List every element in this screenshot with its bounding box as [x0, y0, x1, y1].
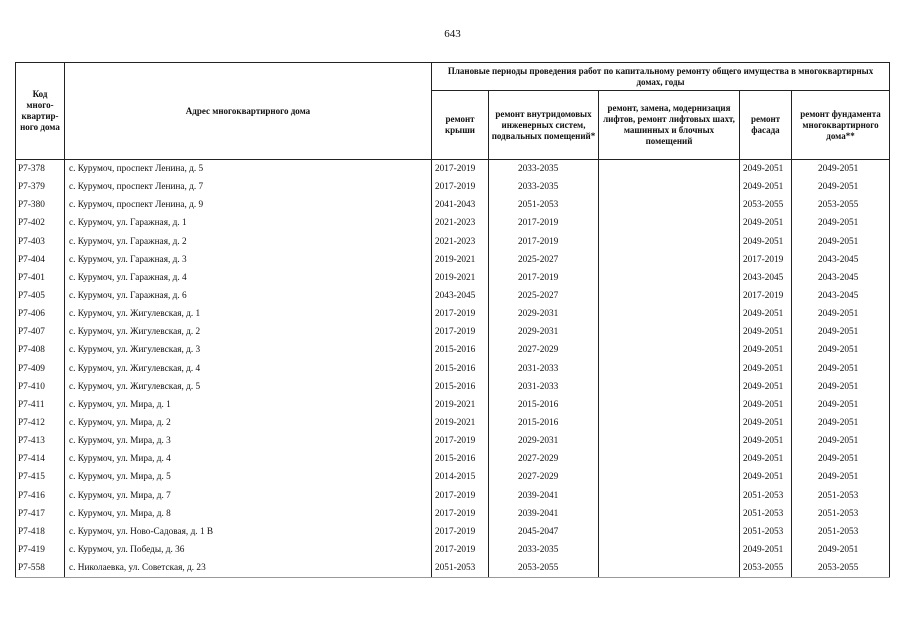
table-row: [16, 450, 890, 468]
table-row: [16, 505, 890, 523]
cell-facade: 2049-2051: [740, 541, 792, 559]
cell-address: с. Курумоч, ул. Ново-Садовая, д. 1 В: [65, 523, 432, 541]
table-row: [16, 432, 890, 450]
cell-facade: 2051-2053: [740, 487, 792, 505]
cell-facade: 2049-2051: [740, 396, 792, 414]
cell-facade: 2049-2051: [740, 214, 792, 232]
header-foundation: ремонт фундамента многоквартирного дома**: [792, 91, 890, 160]
cell-address: с. Курумоч, проспект Ленина, д. 5: [65, 160, 432, 179]
cell-address: с. Курумоч, ул. Мира, д. 5: [65, 468, 432, 486]
table-row: [16, 559, 890, 578]
cell-foundation: 2049-2051: [792, 305, 890, 323]
header-periods: Плановые периоды проведения работ по капитальному ремонту общего имущества в многоквартирных домах, годы: [432, 63, 890, 91]
header-roof: ремонт крыши: [432, 91, 489, 160]
table-row: [16, 214, 890, 232]
table-row: [16, 468, 890, 486]
cell-address: с. Курумоч, ул. Гаражная, д. 1: [65, 214, 432, 232]
cell-facade: 2049-2051: [740, 468, 792, 486]
cell-roof: 2015-2016: [432, 450, 489, 468]
cell-facade: 2049-2051: [740, 378, 792, 396]
cell-facade: 2049-2051: [740, 178, 792, 196]
cell-lifts: [599, 450, 740, 468]
cell-code: Р7-413: [16, 432, 65, 450]
cell-roof: 2017-2019: [432, 323, 489, 341]
cell-systems: 2029-2031: [489, 305, 599, 323]
cell-facade: 2049-2051: [740, 432, 792, 450]
table-row: [16, 233, 890, 251]
cell-address: с. Курумоч, ул. Мира, д. 2: [65, 414, 432, 432]
cell-address: с. Курумоч, ул. Гаражная, д. 6: [65, 287, 432, 305]
cell-roof: 2017-2019: [432, 523, 489, 541]
cell-lifts: [599, 214, 740, 232]
cell-code: Р7-410: [16, 378, 65, 396]
cell-foundation: 2049-2051: [792, 178, 890, 196]
cell-roof: 2015-2016: [432, 378, 489, 396]
cell-systems: 2029-2031: [489, 323, 599, 341]
cell-roof: 2017-2019: [432, 541, 489, 559]
cell-code: Р7-403: [16, 233, 65, 251]
cell-facade: 2053-2055: [740, 559, 792, 578]
cell-code: Р7-408: [16, 341, 65, 359]
cell-address: с. Курумоч, ул. Мира, д. 3: [65, 432, 432, 450]
cell-facade: 2051-2053: [740, 523, 792, 541]
cell-lifts: [599, 487, 740, 505]
cell-systems: 2033-2035: [489, 178, 599, 196]
cell-address: с. Курумоч, ул. Гаражная, д. 2: [65, 233, 432, 251]
cell-address: с. Курумоч, ул. Жигулевская, д. 5: [65, 378, 432, 396]
table-row: [16, 196, 890, 214]
cell-foundation: 2049-2051: [792, 378, 890, 396]
cell-systems: 2039-2041: [489, 487, 599, 505]
cell-address: с. Курумоч, ул. Жигулевская, д. 2: [65, 323, 432, 341]
cell-address: с. Курумоч, ул. Гаражная, д. 4: [65, 269, 432, 287]
table-row: [16, 287, 890, 305]
cell-foundation: 2043-2045: [792, 287, 890, 305]
cell-code: Р7-411: [16, 396, 65, 414]
cell-code: Р7-409: [16, 360, 65, 378]
cell-roof: 2043-2045: [432, 287, 489, 305]
cell-systems: 2029-2031: [489, 432, 599, 450]
cell-address: с. Курумоч, проспект Ленина, д. 7: [65, 178, 432, 196]
cell-code: Р7-406: [16, 305, 65, 323]
cell-roof: 2019-2021: [432, 269, 489, 287]
cell-foundation: 2043-2045: [792, 251, 890, 269]
cell-code: Р7-402: [16, 214, 65, 232]
cell-roof: 2017-2019: [432, 505, 489, 523]
cell-roof: 2019-2021: [432, 414, 489, 432]
table-row: [16, 541, 890, 559]
cell-foundation: 2049-2051: [792, 541, 890, 559]
cell-roof: 2017-2019: [432, 432, 489, 450]
cell-foundation: 2049-2051: [792, 214, 890, 232]
cell-lifts: [599, 468, 740, 486]
cell-lifts: [599, 323, 740, 341]
cell-lifts: [599, 287, 740, 305]
cell-systems: 2051-2053: [489, 196, 599, 214]
cell-foundation: 2051-2053: [792, 523, 890, 541]
cell-foundation: 2049-2051: [792, 233, 890, 251]
cell-roof: 2021-2023: [432, 214, 489, 232]
cell-facade: 2049-2051: [740, 360, 792, 378]
header-address: Адрес многоквартирного дома: [65, 63, 432, 160]
cell-code: Р7-380: [16, 196, 65, 214]
cell-facade: 2049-2051: [740, 323, 792, 341]
cell-systems: 2039-2041: [489, 505, 599, 523]
cell-systems: 2025-2027: [489, 251, 599, 269]
cell-facade: 2049-2051: [740, 305, 792, 323]
cell-facade: 2043-2045: [740, 269, 792, 287]
cell-systems: 2017-2019: [489, 214, 599, 232]
header-systems: ремонт внутридомовых инженерных систем, подвальных помещений*: [489, 91, 599, 160]
cell-facade: 2049-2051: [740, 450, 792, 468]
cell-systems: 2027-2029: [489, 450, 599, 468]
page-number: 643: [444, 28, 461, 40]
cell-systems: 2017-2019: [489, 269, 599, 287]
cell-lifts: [599, 396, 740, 414]
cell-systems: 2027-2029: [489, 468, 599, 486]
cell-facade: 2051-2053: [740, 505, 792, 523]
cell-systems: 2015-2016: [489, 396, 599, 414]
cell-facade: 2017-2019: [740, 251, 792, 269]
cell-lifts: [599, 378, 740, 396]
cell-lifts: [599, 233, 740, 251]
table-body: [16, 160, 890, 578]
cell-facade: 2053-2055: [740, 196, 792, 214]
cell-roof: 2017-2019: [432, 487, 489, 505]
cell-facade: 2049-2051: [740, 414, 792, 432]
cell-lifts: [599, 523, 740, 541]
cell-code: Р7-379: [16, 178, 65, 196]
table-row: [16, 414, 890, 432]
cell-code: Р7-378: [16, 160, 65, 179]
cell-foundation: 2049-2051: [792, 450, 890, 468]
cell-lifts: [599, 251, 740, 269]
cell-code: Р7-412: [16, 414, 65, 432]
header-lifts: ремонт, замена, модернизация лифтов, ремонт лифтовых шахт, машинных и блочных помещений: [599, 91, 740, 160]
cell-foundation: 2051-2053: [792, 487, 890, 505]
cell-foundation: 2051-2053: [792, 505, 890, 523]
cell-code: Р7-417: [16, 505, 65, 523]
table-row: [16, 360, 890, 378]
cell-systems: 2027-2029: [489, 341, 599, 359]
cell-address: с. Курумоч, ул. Гаражная, д. 3: [65, 251, 432, 269]
cell-roof: 2015-2016: [432, 341, 489, 359]
cell-roof: 2015-2016: [432, 360, 489, 378]
cell-systems: 2053-2055: [489, 559, 599, 578]
table-row: [16, 341, 890, 359]
cell-address: с. Курумоч, ул. Мира, д. 1: [65, 396, 432, 414]
cell-code: Р7-404: [16, 251, 65, 269]
cell-foundation: 2043-2045: [792, 269, 890, 287]
cell-code: Р7-415: [16, 468, 65, 486]
cell-roof: 2019-2021: [432, 251, 489, 269]
cell-lifts: [599, 360, 740, 378]
cell-systems: 2031-2033: [489, 360, 599, 378]
cell-facade: 2049-2051: [740, 160, 792, 179]
cell-foundation: 2053-2055: [792, 559, 890, 578]
table-row: [16, 160, 890, 179]
cell-code: Р7-418: [16, 523, 65, 541]
table-row: [16, 305, 890, 323]
cell-foundation: 2049-2051: [792, 341, 890, 359]
cell-lifts: [599, 178, 740, 196]
cell-address: с. Курумоч, ул. Мира, д. 4: [65, 450, 432, 468]
table-row: [16, 323, 890, 341]
cell-lifts: [599, 505, 740, 523]
cell-foundation: 2049-2051: [792, 160, 890, 179]
cell-facade: 2017-2019: [740, 287, 792, 305]
table-row: [16, 523, 890, 541]
cell-foundation: 2049-2051: [792, 414, 890, 432]
cell-code: Р7-558: [16, 559, 65, 578]
cell-lifts: [599, 341, 740, 359]
cell-lifts: [599, 160, 740, 179]
table-row: [16, 178, 890, 196]
cell-lifts: [599, 305, 740, 323]
cell-systems: 2031-2033: [489, 378, 599, 396]
cell-lifts: [599, 559, 740, 578]
cell-foundation: 2049-2051: [792, 396, 890, 414]
cell-facade: 2049-2051: [740, 233, 792, 251]
cell-roof: 2017-2019: [432, 305, 489, 323]
cell-address: с. Курумоч, ул. Жигулевская, д. 1: [65, 305, 432, 323]
cell-address: с. Курумоч, ул. Мира, д. 8: [65, 505, 432, 523]
cell-code: Р7-407: [16, 323, 65, 341]
header-code: Код много-квартир-ного дома: [16, 63, 65, 160]
table-row: [16, 396, 890, 414]
cell-code: Р7-414: [16, 450, 65, 468]
cell-systems: 2015-2016: [489, 414, 599, 432]
cell-roof: 2019-2021: [432, 396, 489, 414]
cell-address: с. Курумоч, ул. Победы, д. 36: [65, 541, 432, 559]
cell-roof: 2051-2053: [432, 559, 489, 578]
cell-code: Р7-405: [16, 287, 65, 305]
table-row: [16, 378, 890, 396]
cell-code: Р7-416: [16, 487, 65, 505]
table-row: [16, 251, 890, 269]
cell-lifts: [599, 269, 740, 287]
cell-lifts: [599, 432, 740, 450]
cell-foundation: 2049-2051: [792, 432, 890, 450]
cell-systems: 2045-2047: [489, 523, 599, 541]
cell-lifts: [599, 541, 740, 559]
cell-address: с. Курумоч, ул. Жигулевская, д. 3: [65, 341, 432, 359]
cell-roof: 2017-2019: [432, 160, 489, 179]
cell-foundation: 2053-2055: [792, 196, 890, 214]
cell-lifts: [599, 196, 740, 214]
cell-systems: 2033-2035: [489, 541, 599, 559]
cell-roof: 2017-2019: [432, 178, 489, 196]
cell-foundation: 2049-2051: [792, 360, 890, 378]
cell-systems: 2017-2019: [489, 233, 599, 251]
cell-systems: 2033-2035: [489, 160, 599, 179]
header-facade: ремонт фасада: [740, 91, 792, 160]
cell-roof: 2041-2043: [432, 196, 489, 214]
cell-foundation: 2049-2051: [792, 468, 890, 486]
cell-lifts: [599, 414, 740, 432]
cell-systems: 2025-2027: [489, 287, 599, 305]
table-row: [16, 269, 890, 287]
cell-code: Р7-401: [16, 269, 65, 287]
cell-roof: 2014-2015: [432, 468, 489, 486]
table-row: [16, 487, 890, 505]
cell-address: с. Николаевка, ул. Советская, д. 23: [65, 559, 432, 578]
cell-facade: 2049-2051: [740, 341, 792, 359]
cell-address: с. Курумоч, ул. Жигулевская, д. 4: [65, 360, 432, 378]
cell-address: с. Курумоч, ул. Мира, д. 7: [65, 487, 432, 505]
cell-roof: 2021-2023: [432, 233, 489, 251]
capital-repair-table: [15, 62, 890, 578]
cell-foundation: 2049-2051: [792, 323, 890, 341]
cell-address: с. Курумоч, проспект Ленина, д. 9: [65, 196, 432, 214]
cell-code: Р7-419: [16, 541, 65, 559]
